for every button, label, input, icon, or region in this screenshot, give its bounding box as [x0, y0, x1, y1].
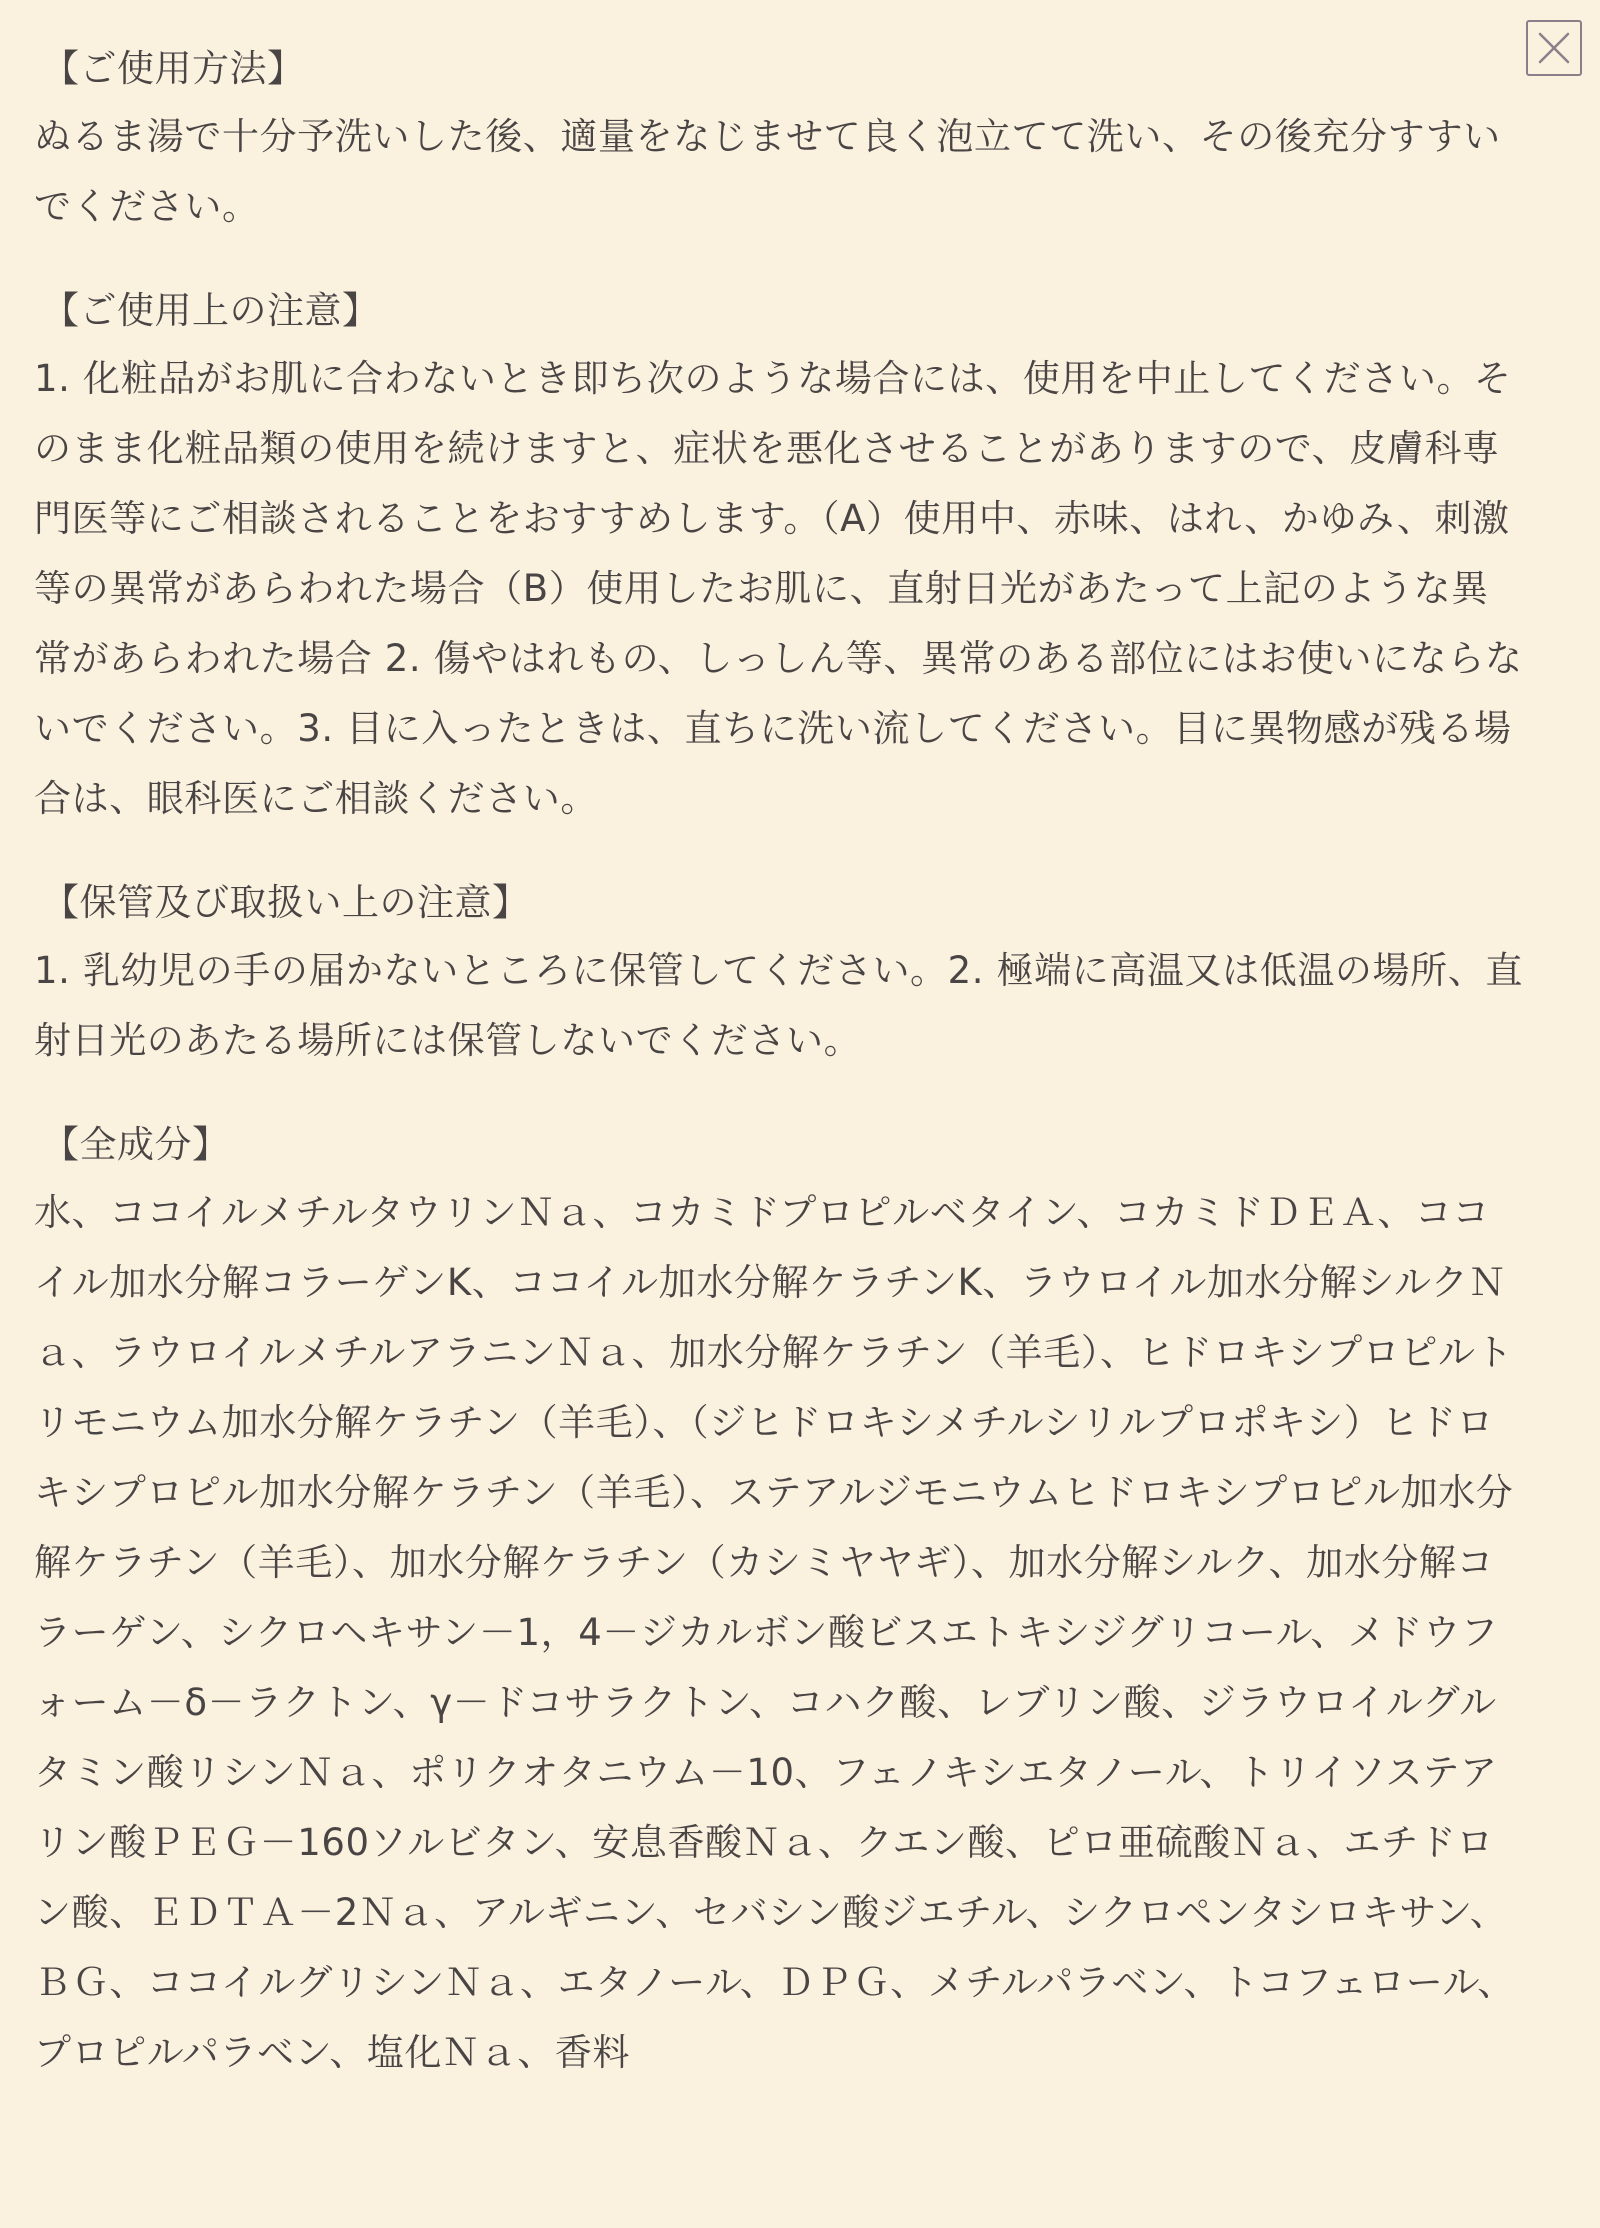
precautions-section	[34, 278, 1564, 834]
usage-heading: 【ご使用方法】	[42, 47, 305, 90]
usage-section	[34, 36, 1564, 242]
ingredients-section	[34, 1112, 1564, 2088]
ingredients-text: 水、ココイルメチルタウリンＮａ、コカミドプロピルベタイン、コカミドＤＥＡ、ココイル加水分解コラーゲンK、ココイル加水分解ケラチンK、ラウロイル加水分解シルクＮａ、ラウロイルメチルアラニンＮａ、加水分解ケラチン（羊毛）、ヒドロキシプロピルトリモニウム加水分解ケラチン（羊毛）、（ジヒドロキシメチルシリルプロポキシ）ヒドロキシプロピル加水分解ケラチン（羊毛）、ステアルジモニウムヒドロキシプロピル加水分解ケラチン（羊毛）、加水分解ケラチン（カシミヤヤギ）、加水分解シルク、加水分解コラーゲン、シクロヘキサン－1，4－ジカルボン酸ビスエトキシジグリコール、メドウフォーム－δ－ラクトン、γ－ドコサラクトン、コハク酸、レブリン酸、ジラウロイルグルタミン酸リシンＮａ、ポリクオタニウム－10、フェノキシエタノール、トリイソステアリン酸ＰＥＧ－160ソルビタン、安息香酸Ｎａ、クエン酸、ピロ亜硫酸Ｎａ、エチドロン酸、ＥＤＴＡ－2Ｎａ、アルギニン、セバシン酸ジエチル、シクロペンタシロキサン、ＢＧ、ココイルグリシンＮａ、エタノール、ＤＰＧ、メチルパラベン、トコフェロール、プロピルパラベン、塩化Ｎａ、香料	[34, 1191, 1515, 2074]
storage-heading: 【保管及び取扱い上の注意】	[42, 881, 530, 924]
usage-text: ぬるま湯で十分予洗いした後、適量をなじませて良く泡立てて洗い、その後充分すすいでください。	[34, 115, 1501, 228]
storage-text: 1. 乳幼児の手の届かないところに保管してください。2. 極端に高温又は低温の場所、直射日光のあたる場所には保管しないでください。	[34, 949, 1523, 1062]
precautions-heading: 【ご使用上の注意】	[42, 289, 380, 332]
storage-section	[34, 870, 1564, 1076]
ingredients-heading: 【全成分】	[42, 1123, 230, 1166]
close-icon	[1537, 31, 1571, 65]
precautions-text: 1. 化粧品がお肌に合わないとき即ち次のような場合には、使用を中止してください。そのまま化粧品類の使用を続けますと、症状を悪化させることがありますので、皮膚科専門医等にご相談されることをおすすめします。（A）使用中、赤味、はれ、かゆみ、刺激等の異常があらわれた場合（B）使用したお肌に、直射日光があたって上記のような異常があらわれた場合 2. 傷やはれもの、しっしん等、異常のある部位にはお使いにならないでください。3. 目に入ったときは、直ちに洗い流してください。目に異物感が残る場合は、眼科医にご相談ください。	[34, 357, 1523, 820]
close-button[interactable]	[1526, 20, 1582, 76]
